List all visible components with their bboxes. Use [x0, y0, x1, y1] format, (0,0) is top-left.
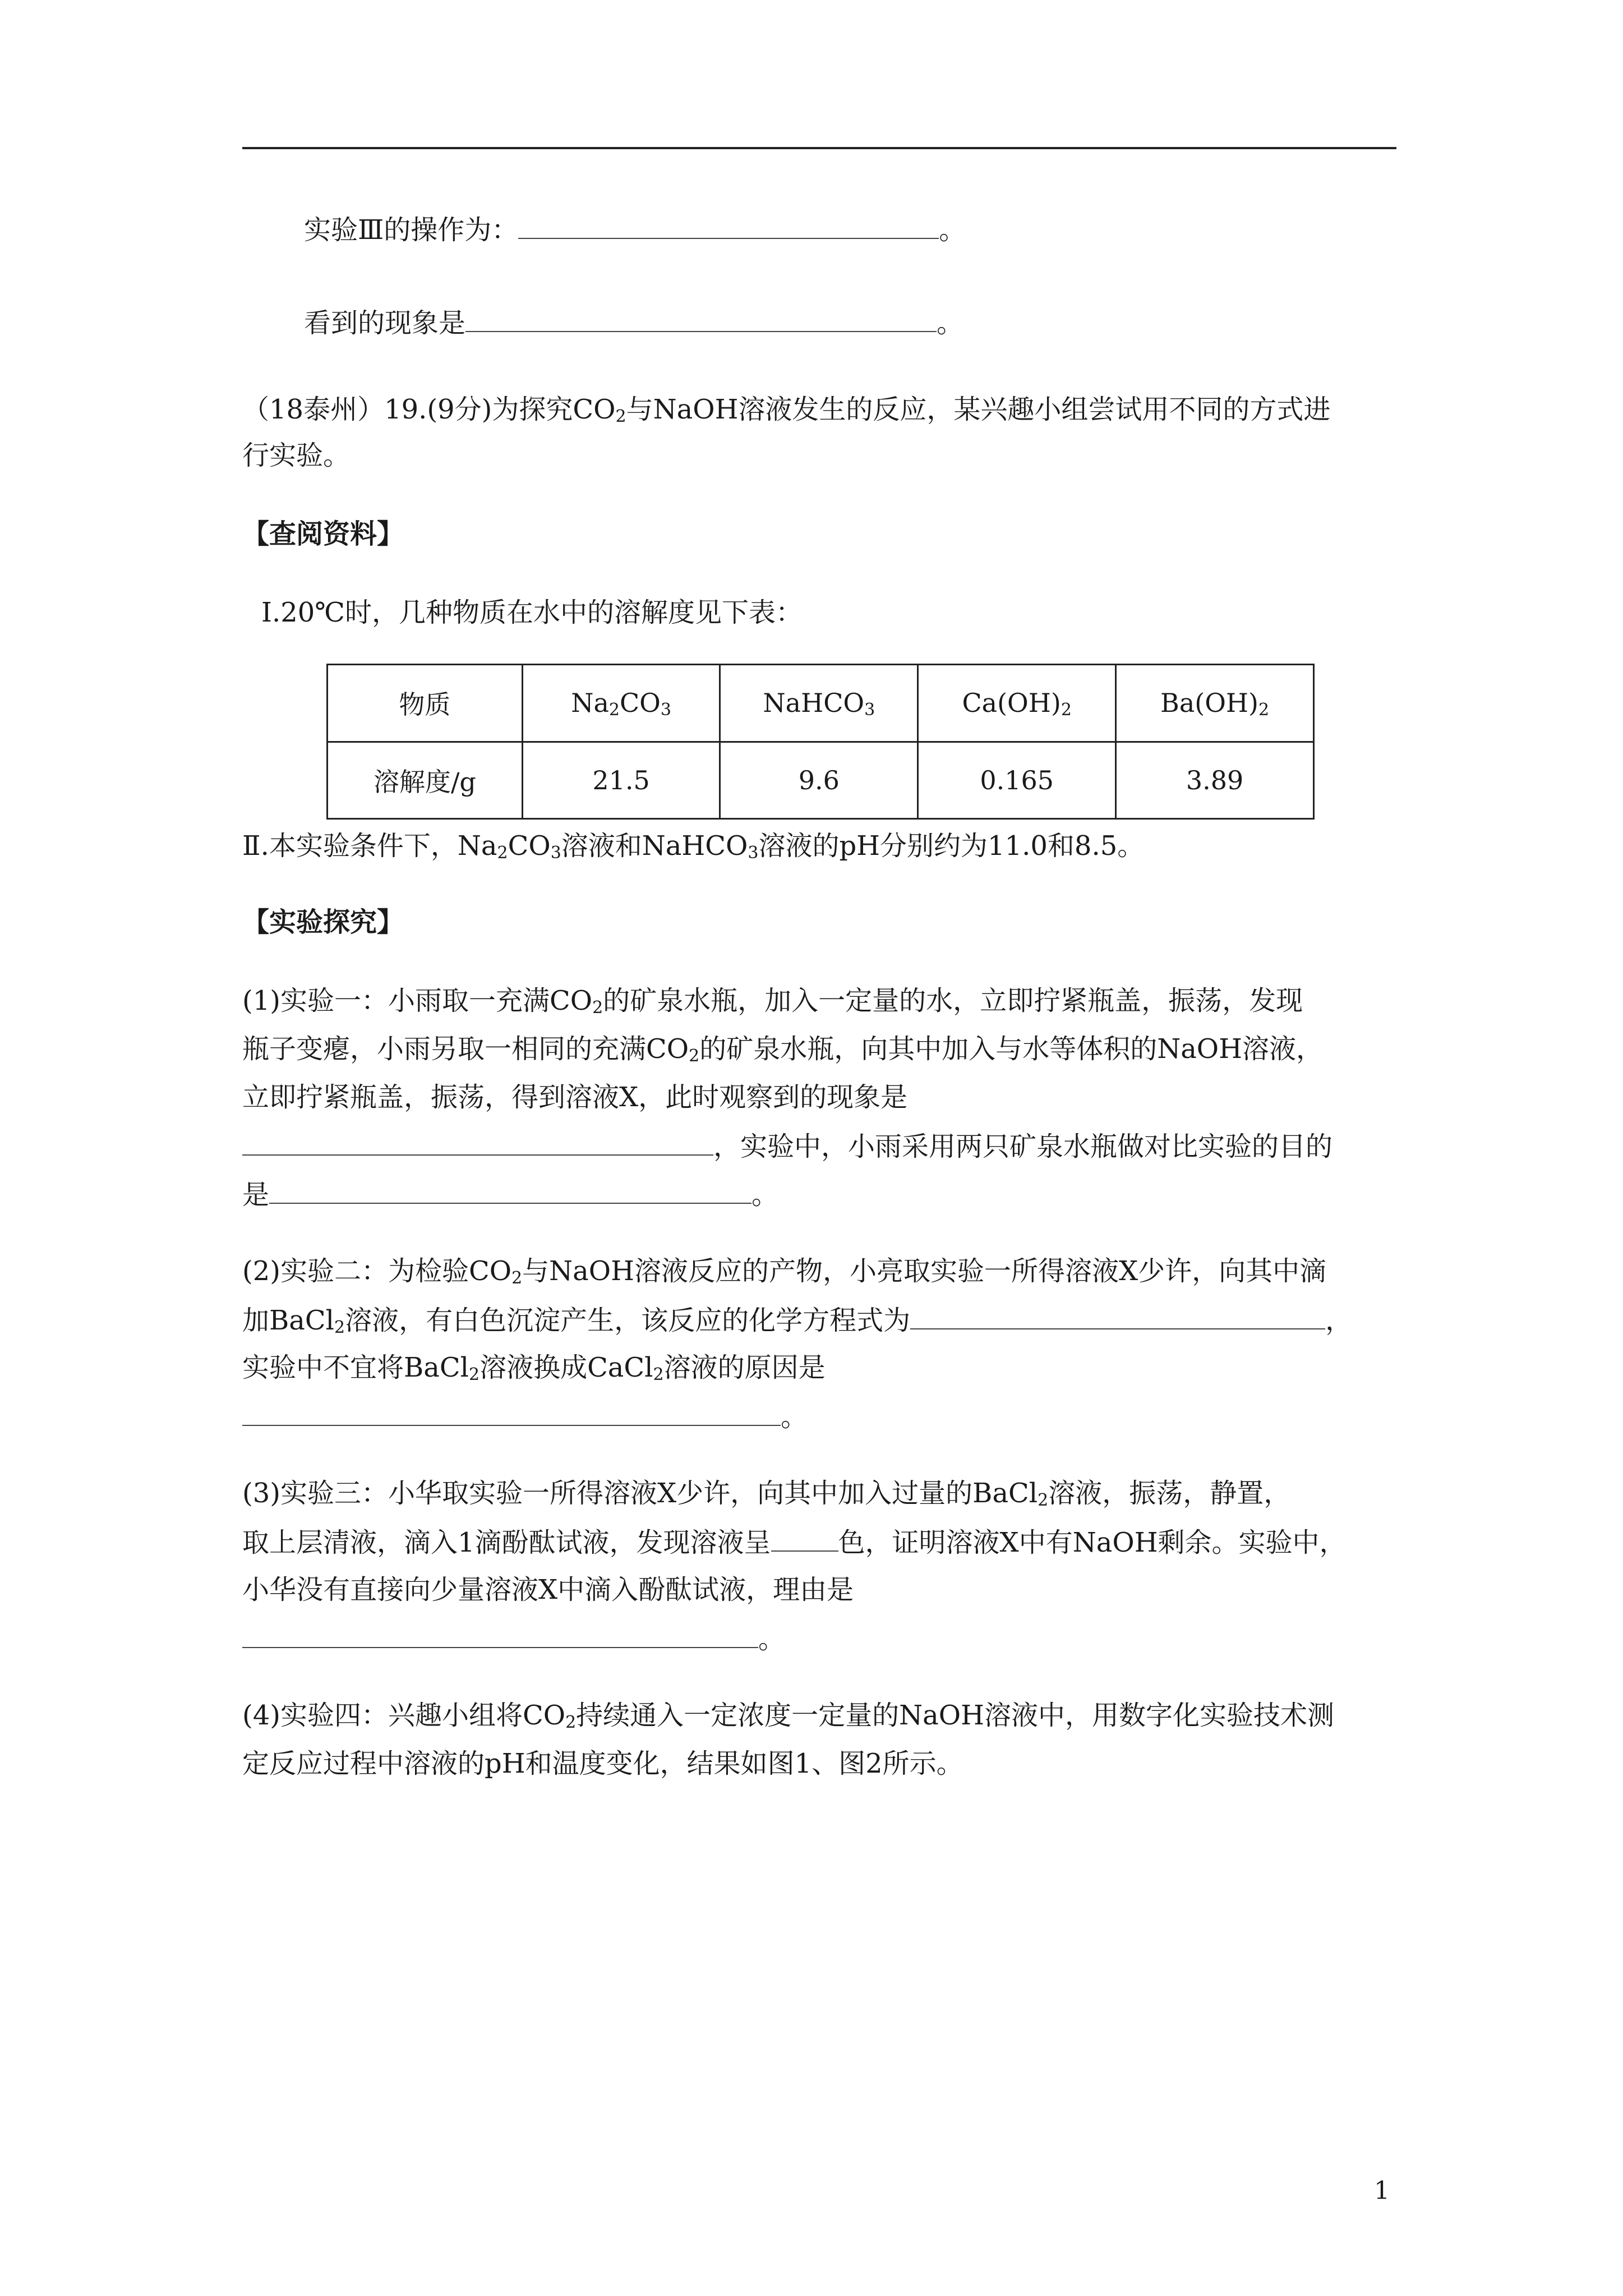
header-rule: [242, 147, 1396, 149]
table-cell: 0.165: [918, 742, 1116, 819]
answer-blank[interactable]: [242, 1399, 781, 1426]
experiment-3-line4: 。: [242, 1621, 785, 1656]
answer-blank[interactable]: [242, 1621, 758, 1648]
section-heading-reference: 【查阅资料】: [242, 518, 404, 550]
question-19-line1: （18泰州）19.(9分)为探究$CO_2$与NaOH溶液发生的反应，某兴趣小组尝试用不同的方式进: [242, 394, 1331, 426]
answer-blank[interactable]: [771, 1525, 838, 1552]
table-cell: 3.89: [1116, 742, 1314, 819]
table-cell: $Ca(OH)_2$: [918, 665, 1116, 742]
experiment-1-line1: (1)实验一：小雨取一充满$CO_2$的矿泉水瓶，加入一定量的水，立即拧紧瓶盖，振荡，发现: [242, 985, 1303, 1018]
page-number: 1: [1374, 2177, 1390, 2205]
experiment-3-line1: (3)实验三：小华取实验一所得溶液X少许，向其中加入过量的BaCl$_2$溶液，振荡，静置，: [242, 1478, 1291, 1510]
experiment-4-line1: (4)实验四：兴趣小组将$CO_2$持续通入一定浓度一定量的NaOH溶液中，用数字化实验技术测: [242, 1700, 1335, 1732]
experiment-1-line4: ，实验中，小雨采用两只矿泉水瓶做对比实验的目的: [242, 1129, 1332, 1163]
reference-item-1: Ⅰ.20℃时，几种物质在水中的溶解度见下表：: [261, 597, 803, 628]
answer-blank[interactable]: [910, 1303, 1325, 1329]
answer-blank[interactable]: [269, 1177, 751, 1204]
experiment-3-line3: 小华没有直接向少量溶液X中滴入酚酞试液，理由是: [242, 1574, 854, 1605]
experiment-2-line4: 。: [242, 1399, 808, 1434]
question-19-line2: 行实验。: [242, 440, 351, 471]
table-row: [328, 665, 1314, 742]
answer-blank[interactable]: [242, 1129, 713, 1156]
exp3-phenomenon-line: 看到的现象是 。: [304, 305, 963, 340]
experiment-3-line2: 取上层清液，滴入1滴酚酞试液，发现溶液呈 色，证明溶液X中有NaOH剩余。实验中，: [242, 1525, 1347, 1559]
table-cell: $Na_2CO_3$: [522, 665, 720, 742]
table-cell: 物质: [328, 665, 523, 742]
reference-item-2: Ⅱ.本实验条件下，$Na_2CO_3$溶液和NaHCO$_3$溶液的pH分别约为11.0和8.5。: [242, 830, 1145, 863]
section-heading-experiment: 【实验探究】: [242, 907, 404, 938]
table-cell: NaHCO$_3$: [720, 665, 918, 742]
solubility-table: [326, 664, 1315, 820]
table-cell: 溶解度/g: [328, 742, 523, 819]
answer-blank[interactable]: [465, 305, 937, 332]
experiment-2-line2: 加BaCl$_2$溶液，有白色沉淀产生，该反应的化学方程式为 ，: [242, 1303, 1352, 1337]
table-cell: 21.5: [522, 742, 720, 819]
experiment-2-line1: (2)实验二：为检验$CO_2$与NaOH溶液反应的产物，小亮取实验一所得溶液X少许，向其中滴: [242, 1255, 1327, 1288]
exp3-operation-line: 实验Ⅲ的操作为： 。: [304, 212, 966, 247]
experiment-1-line2: 瓶子变瘪，小雨另取一相同的充满$CO_2$的矿泉水瓶，向其中加入与水等体积的NaOH溶液，: [242, 1033, 1324, 1066]
table-cell: 9.6: [720, 742, 918, 819]
table-cell: $Ba(OH)_2$: [1116, 665, 1314, 742]
experiment-1-line3: 立即拧紧瓶盖，振荡，得到溶液X，此时观察到的现象是: [242, 1082, 908, 1113]
experiment-2-line3: 实验中不宜将BaCl$_2$溶液换成CaCl$_2$溶液的原因是: [242, 1352, 826, 1384]
experiment-4-line2: 定反应过程中溶液的pH和温度变化，结果如图1、图2所示。: [242, 1748, 963, 1779]
answer-blank[interactable]: [518, 212, 939, 239]
experiment-1-line5: 是 。: [242, 1177, 778, 1212]
table-row: [328, 742, 1314, 819]
